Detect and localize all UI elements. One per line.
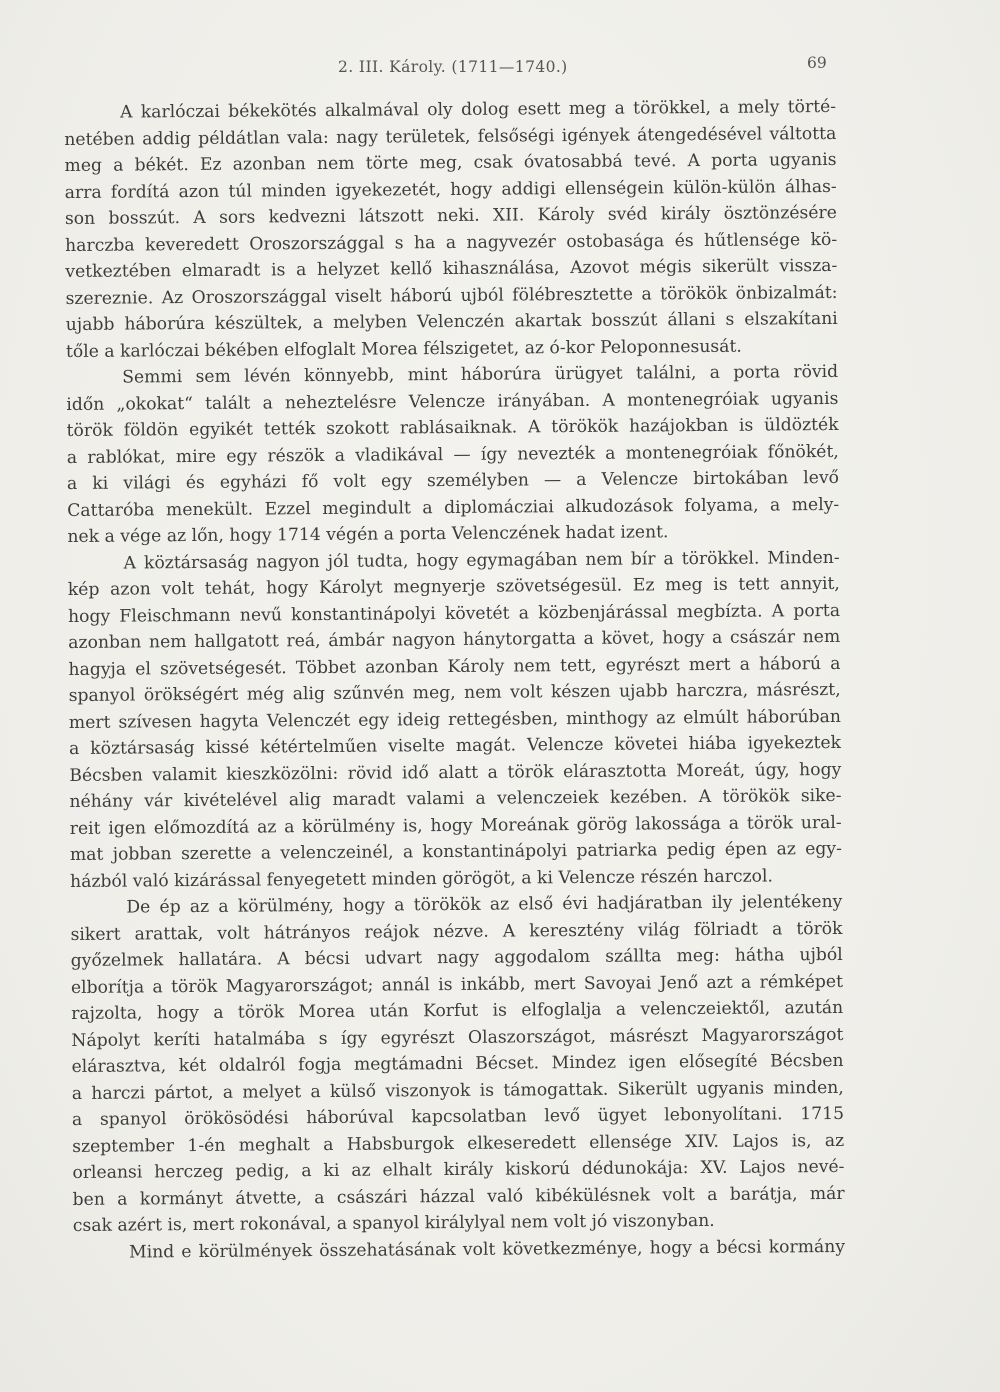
text-line: harczba keveredett Oroszországgal s ha a nagyvezér ostobasága és hűtlensége kö- <box>65 229 838 256</box>
text-line: Nápolyt keríti hatalmába s így egyrészt Olaszországot, másrészt Magyarországot <box>71 1024 844 1051</box>
text-line: spanyol örökségért még alig szűnvén meg, nem volt készen ujabb harczra, másrészt, <box>68 679 841 706</box>
text-line: a rablókat, mire egy részök a vladikával — így nevezték a montenegróiak főnökét, <box>66 441 839 468</box>
text-line: nek a vége az lőn, hogy 1714 végén a porta Velenczének hadat izent. <box>67 522 669 547</box>
text-line: győzelmek hallatára. A bécsi udvart nagy aggodalom szállta meg: hátha ujból <box>70 944 843 971</box>
text-line: szereznie. Az Oroszországgal viselt háború ujból fölébresztette a törökök önbizalmát: <box>65 282 838 309</box>
text-line: csak azért is, mert rokonával, a spanyol királylyal nem volt jó viszonyban. <box>72 1210 715 1236</box>
text-line: rajzolta, hogy a török Morea után Korfut is elfoglalja a velenczeiektől, azután <box>71 997 844 1024</box>
text-line: hagyja el szövetségesét. Többet azonban Károly nem tett, egyrészt mert a háború a <box>68 653 841 680</box>
text-line: szeptember 1-én meghalt a Habsburgok elkeseredett ellensége XIV. Lajos is, az <box>72 1130 845 1157</box>
text-line: azonban nem hallgatott reá, ámbár nagyon hánytorgatta a követ, hogy a császár nem <box>68 626 841 653</box>
text-line: Mind e körülmények összehatásának volt következménye, hogy a bécsi kormány <box>128 1236 846 1263</box>
page-number: 69 <box>807 54 827 72</box>
page-header <box>0 54 1000 86</box>
text-line: ujabb háborúra készültek, a melyben Velenczén akartak bosszút állani s elszakítani <box>65 308 838 335</box>
text-line: netében addig példátlan vala: nagy területek, felsőségi igények átengedésével váltotta <box>64 123 837 150</box>
text-line: sikert arattak, volt hátrányos reájok nézve. A keresztény világ fölriadt a török <box>70 918 843 945</box>
text-line: Bécsben valamit kieszközölni: rövid idő alatt a török elárasztotta Moreát, úgy, hogy <box>69 759 842 786</box>
text-line: mat jobban szerette a velenczeinél, a konstantinápolyi patriarka pedig épen az egy- <box>69 838 842 865</box>
text-line: son bosszút. A sors kedvezni látszott neki. XII. Károly svéd király ösztönzésére <box>64 202 837 229</box>
text-line: kép azon volt tehát, hogy Károlyt megnyerje szövetségesül. Ez meg is tett annyit, <box>67 573 840 600</box>
text-line: ben a kormányt átvette, a császári házzal való kibékülésnek volt a barátja, már <box>72 1183 845 1210</box>
text-line: Cattaróba menekült. Ezzel megindult a diplomácziai alkudozások folyama, a mely- <box>67 494 840 521</box>
text-line: elborítja a török Magyarországot; annál is inkább, mert Savoyai Jenő azt a rémképet <box>70 971 844 998</box>
text-line: házból való kizárással fenyegetett minden görögöt, a ki Velencze részén harczol. <box>70 865 773 892</box>
text-line: néhány vár kivételével alig maradt valami a velenczeiek kezében. A törökök sike- <box>69 785 842 812</box>
text-line: De ép az a körülmény, hogy a törökök az első évi hadjáratban ily jelentékeny <box>126 891 843 918</box>
text-line: A köztársaság nagyon jól tudta, hogy egymagában nem bír a törökkel. Minden- <box>123 547 840 574</box>
text-line: orleansi herczeg pedig, a ki az elhalt király kiskorú dédunokája: XV. Lajos nevé- <box>72 1156 845 1183</box>
text-line: reit igen előmozdítá az a körülmény is, hogy Moreának görög lakossága a török ural- <box>69 812 842 839</box>
text-line: A karlóczai békekötés alkalmával oly dolog esett meg a törökkel, a mely törté- <box>120 96 837 123</box>
text-line: mert szívesen hagyta Velenczét egy ideig rettegésben, minthogy az elmúlt háborúban <box>68 706 841 733</box>
body-text <box>64 94 845 1266</box>
text-line: meg a békét. Ez azonban nem törte meg, csak óvatosabbá tevé. A porta ugyanis <box>64 149 837 176</box>
text-line: hogy Fleischmann nevű konstantinápolyi követét a közbenjárással megbízta. A porta <box>67 600 841 627</box>
text-line: Semmi sem lévén könnyebb, mint háborúra ürügyet találni, a porta rövid <box>122 361 839 388</box>
text-line: tőle a karlóczai békében elfoglalt Morea félszigetet, az ó-kor Peloponnesusát. <box>65 336 742 362</box>
running-head: 2. III. Károly. (1711—1740.) <box>338 58 568 76</box>
text-line: arra fordítá azon túl minden igyekezetét, hogy addigi ellenségein külön-külön álhas- <box>64 176 837 203</box>
text-line: vetkeztében elmaradt is a helyzet kellő kihasználása, Azovot mégis sikerült vissza- <box>65 255 838 282</box>
text-line: török földön egyikét tették szokott rablásaiknak. A törökök hazájokban is üldözték <box>66 414 839 441</box>
text-line: a köztársaság kissé kétértelműen viselte magát. Velencze követei hiába igyekeztek <box>69 732 842 759</box>
text-line: a ki világi és egyházi fő volt egy személyben — a Velencze birtokában levő <box>66 467 840 494</box>
text-line: a spanyol örökösödési háborúval kapcsolatban levő ügyet lebonyolítani. 1715 <box>71 1103 845 1130</box>
text-line: a harczi pártot, a melyet a külső viszonyok is támogattak. Sikerült ugyanis minden, <box>71 1077 844 1104</box>
text-line: időn „okokat“ talált a neheztelésre Velencze irányában. A montenegróiak ugyanis <box>66 388 839 415</box>
text-line: elárasztva, két oldalról fogja megtámadni Bécset. Mindez igen elősegíté Bécsben <box>71 1050 844 1077</box>
